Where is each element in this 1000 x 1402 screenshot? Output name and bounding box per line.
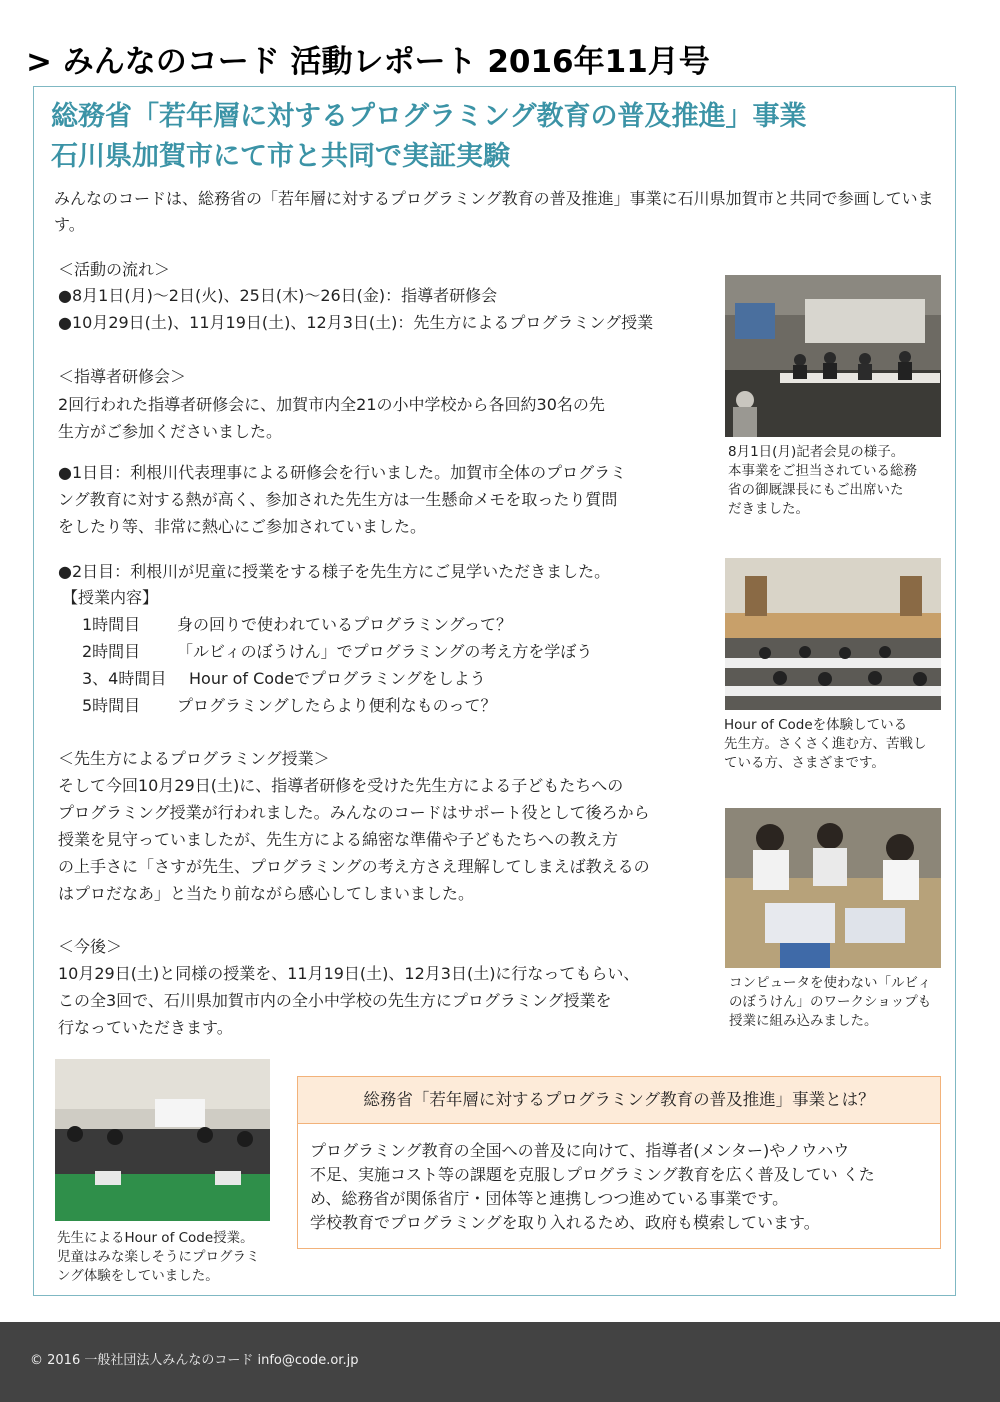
caption-line: だきました。 <box>728 501 809 517</box>
article-headline <box>51 97 806 177</box>
footer <box>0 1322 1000 1402</box>
lesson-content: Hour of Codeでプログラミングをしよう <box>189 669 486 688</box>
lesson-heading: 【授業内容】 <box>62 588 159 607</box>
caption-line: 児童はみな楽しそうにプログラミ <box>57 1249 260 1265</box>
day1-line: をしたり等、非常に熱心にご参加されていました。 <box>58 517 427 536</box>
caption-line: 本事業をご担当されている総務 <box>728 463 917 479</box>
caption-line: ング体験をしていました。 <box>57 1268 219 1284</box>
future-line: この全3回で、石川県加賀市内の全小中学校の先生方にプログラミング授業を <box>58 991 612 1010</box>
caption-photo-4 <box>57 1229 260 1286</box>
caption-line: 省の御厩課長にもご出席いた <box>728 482 904 498</box>
lesson-period: 1時間目 <box>82 615 141 634</box>
caption-line: Hour of Codeを体験している <box>724 717 908 733</box>
caption-line: 先生方。さくさく進む方、苦戦し <box>724 736 927 752</box>
intro-paragraph: みんなのコードは、総務省の「若年層に対するプログラミング教育の普及推進」事業に石川県加賀市と共同で参画しています。 <box>54 189 934 234</box>
classroom-lesson-photo <box>55 1059 270 1221</box>
lesson-content: 「ルビィのぼうけん」でプログラミングの考え方を学ぼう <box>177 642 593 661</box>
classes-line: の上手さに「さすが先生、プログラミングの考え方さえ理解してしまえば教えるの <box>58 857 650 876</box>
day2-line: ●2日目：利根川が児童に授業をする様子を先生方にご見学いただきました。 <box>58 562 611 581</box>
training-body-line: 2回行われた指導者研修会に、加賀市内全21の小中学校から各回約30名の先 <box>58 395 605 414</box>
lesson-period: 5時間目 <box>82 696 141 715</box>
caption-line: のぼうけん」のワークショップも <box>729 994 932 1010</box>
footer-copyright: © 2016 一般社団法人みんなのコード info@code.or.jp <box>30 1353 359 1368</box>
flow-item: ●10月29日(土)、11月19日(土)、12月3日(土)：先生方によるプログラミング授業 <box>58 313 654 332</box>
info-box-body <box>310 1139 930 1235</box>
future-line: 10月29日(土)と同様の授業を、11月19日(土)、12月3日(土)に行なってもらい、 <box>58 964 640 983</box>
classes-heading: ＜先生方によるプログラミング授業＞ <box>58 749 330 768</box>
caption-photo-2 <box>724 716 927 773</box>
flow-heading: ＜活動の流れ＞ <box>58 260 171 279</box>
ruby-workshop-photo <box>725 808 941 968</box>
lesson-content: 身の回りで使われているプログラミングって？ <box>177 615 513 634</box>
day1-line: ング教育に対する熱が高く、参加された先生方は一生懸命メモを取ったり質問 <box>58 490 618 509</box>
teachers-workshop-photo <box>725 558 941 710</box>
caption-line: 先生によるHour of Code授業。 <box>57 1230 254 1246</box>
day1-line: ●1日目：利根川代表理事による研修会を行いました。加賀市全体のプログラミ <box>58 463 627 482</box>
classes-line: そして今回10月29日(土)に、指導者研修を受けた先生方による子どもたちへの <box>58 776 624 795</box>
headline-line-1: 総務省「若年層に対するプログラミング教育の普及推進」事業 <box>51 101 807 132</box>
caption-photo-1 <box>728 443 917 519</box>
future-heading: ＜今後＞ <box>58 937 123 956</box>
training-heading: ＜指導者研修会＞ <box>58 367 187 386</box>
info-box-line: め、総務省が関係省庁・団体等と連携しつつ進めている事業です。 <box>310 1189 789 1208</box>
caption-line: 授業に組み込みました。 <box>729 1013 878 1029</box>
info-box-title: 総務省「若年層に対するプログラミング教育の普及推進」事業とは？ <box>298 1077 940 1124</box>
page-title: > みんなのコード 活動レポート 2016年11月号 <box>26 44 710 80</box>
training-body-line: 生方がご参加くださいました。 <box>58 422 283 441</box>
headline-line-2: 石川県加賀市にて市と共同で実証実験 <box>51 141 510 172</box>
project-info-box <box>297 1076 941 1249</box>
lesson-period: 3、4時間目 <box>82 669 167 688</box>
future-line: 行なっていただきます。 <box>58 1018 233 1037</box>
caption-line: 8月1日(月)記者会見の様子。 <box>728 444 905 460</box>
caption-line: コンピュータを使わない「ルビィ <box>729 975 932 991</box>
flow-item: ●8月1日(月)〜2日(火)、25日(木)〜26日(金)：指導者研修会 <box>58 286 498 305</box>
classes-line: 授業を見守っていましたが、先生方による綿密な準備や子どもたちへの教え方 <box>58 830 619 849</box>
press-conference-photo <box>725 275 941 437</box>
caption-line: ている方、さまざまです。 <box>724 755 885 771</box>
info-box-line: 不足、実施コスト等の課題を克服しプログラミング教育を広く普及してい くた <box>310 1165 875 1184</box>
info-box-line: 学校教育でプログラミングを取り入れるため、政府も模索しています。 <box>310 1213 820 1232</box>
info-box-line: プログラミング教育の全国への普及に向けて、指導者(メンター)やノウハウ <box>310 1141 850 1160</box>
lesson-period: 2時間目 <box>82 642 141 661</box>
classes-line: はプロだなあ」と当たり前ながら感心してしまいました。 <box>58 884 475 903</box>
caption-photo-3 <box>729 974 931 1031</box>
classes-line: プログラミング授業が行われました。みんなのコードはサポート役として後ろから <box>58 803 650 822</box>
lesson-content: プログラミングしたらより便利なものって？ <box>177 696 497 715</box>
